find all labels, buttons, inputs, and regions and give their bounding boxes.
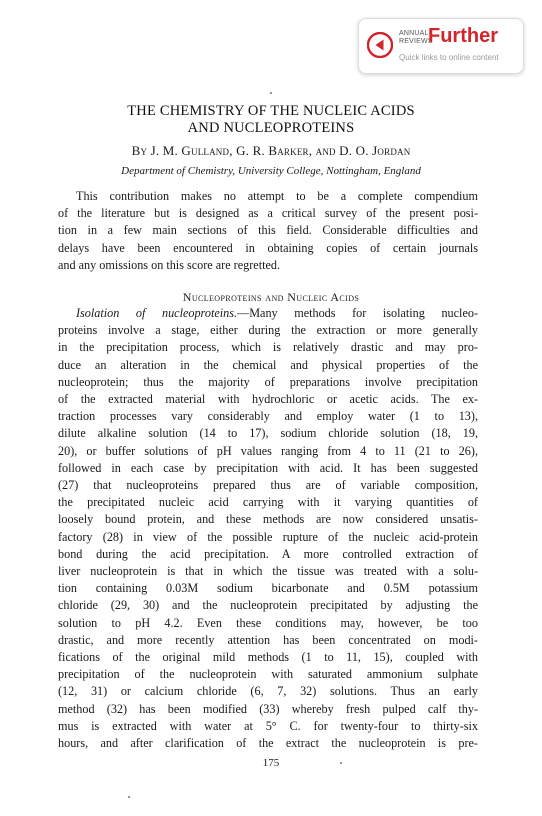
brand-line-annual: ANNUAL bbox=[399, 30, 429, 37]
section-paragraph bbox=[58, 305, 478, 752]
text-line: 20), or buffer solutions of pH values ranging from 4 to 11 (21 to 26), bbox=[58, 443, 478, 458]
text-line: the precipitated nucleic acid carrying with it varying quantities of bbox=[58, 495, 478, 510]
scan-speck bbox=[340, 762, 342, 764]
scan-speck bbox=[128, 796, 130, 798]
further-tagline: Quick links to online content bbox=[399, 53, 499, 62]
author-byline: By J. M. Gulland, G. R. Barker, and D. O. Jordan bbox=[131, 143, 411, 158]
further-wordmark: Further bbox=[428, 25, 498, 47]
text-line: followed in each case by precipitation with acid. It has been suggested bbox=[58, 460, 478, 475]
text-line: solution to pH 4.2. Even these conditions may, however, be too bbox=[58, 615, 478, 630]
text-line: traction processes vary considerably and employ water (1 to 13), bbox=[58, 409, 478, 424]
play-arrow-icon bbox=[367, 32, 393, 58]
brand-line-reviews: REVIEWS bbox=[399, 37, 433, 45]
page-number: 175 bbox=[262, 757, 280, 769]
text-line: mus is extracted with water at 5° C. for twenty-four to thirty-six bbox=[58, 718, 478, 733]
first-line-text: —Many methods for isolating nucleo- bbox=[237, 306, 479, 320]
text-line: dilute alkaline solution (14 to 17), sodium chloride solution (18, 19, bbox=[58, 426, 478, 441]
title-line-1: THE CHEMISTRY OF THE NUCLEIC ACIDS bbox=[127, 103, 415, 119]
text-line: tion containing 0.03M sodium bicarbonate and 0.5M potassium bbox=[58, 581, 478, 596]
text-line: proteins involve a stage, either during the extraction or more generally bbox=[58, 323, 478, 338]
text-line: drastic, and more recently attention has been concentrated on modi- bbox=[58, 632, 478, 647]
text-line: and any omissions on this score are regretted. bbox=[58, 257, 281, 272]
further-links-badge[interactable] bbox=[358, 18, 524, 74]
section-heading: Nucleoproteins and Nucleic Acids bbox=[182, 290, 360, 304]
text-line: fications of the original mild methods (1 to 11, 15), coupled with bbox=[58, 650, 478, 665]
text-line-first bbox=[58, 305, 478, 322]
text-line: of the literature but is designed as a critical survey of the present posi- bbox=[58, 206, 478, 221]
author-affiliation: Department of Chemistry, University College, Nottingham, England bbox=[121, 165, 421, 177]
title-line-2: AND NUCLEOPROTEINS bbox=[187, 120, 355, 136]
text-line: delays have been encountered in obtaining copies of certain journals bbox=[58, 240, 478, 255]
text-line: loosely bound protein, and these methods are now considered unsatis- bbox=[58, 512, 478, 527]
run-in-subheading: Isolation of nucleoproteins. bbox=[76, 306, 238, 320]
article-title bbox=[0, 103, 542, 137]
text-line: (27) that nucleoproteins prepared thus are of variable composition, bbox=[58, 478, 478, 493]
text-line: duce an alteration in the chemical and physical properties of the bbox=[58, 357, 478, 372]
text-line: liver nucleoprotein is that in which the tissue was treated with a solu- bbox=[58, 564, 478, 579]
text-line: tion in a few main sections of this field. Considerable difficulties and bbox=[58, 223, 478, 238]
text-line: precipitation of the nucleoprotein with saturated ammonium sulphate bbox=[58, 667, 478, 682]
text-line: method (32) has been modified (33) whereby fresh pulped calf thy- bbox=[58, 701, 478, 716]
intro-paragraph bbox=[58, 188, 478, 274]
scan-speck bbox=[270, 92, 272, 94]
text-line: of the extracted material with hydrochloric or acetic acids. The ex- bbox=[58, 392, 478, 407]
text-line: bond during the acid precipitation. A more controlled extraction of bbox=[58, 546, 478, 561]
text-line: chloride (29, 30) and the nucleoprotein precipitated by adjusting the bbox=[58, 598, 478, 613]
text-line: (12, 31) or calcium chloride (6, 7, 32) solutions. Thus an early bbox=[58, 684, 478, 699]
text-line: This contribution makes no attempt to be a complete compendium bbox=[76, 189, 478, 203]
text-line: nucleoprotein; thus the majority of preparations involve precipitation bbox=[58, 374, 478, 389]
text-line: in the precipitation process, which is relatively drastic and may pro- bbox=[58, 340, 478, 355]
text-line: hours, and after clarification of the extract the nucleoprotein is pre- bbox=[58, 736, 478, 751]
text-line: factory (28) in view of the possible rupture of the nucleic acid-protein bbox=[58, 529, 478, 544]
